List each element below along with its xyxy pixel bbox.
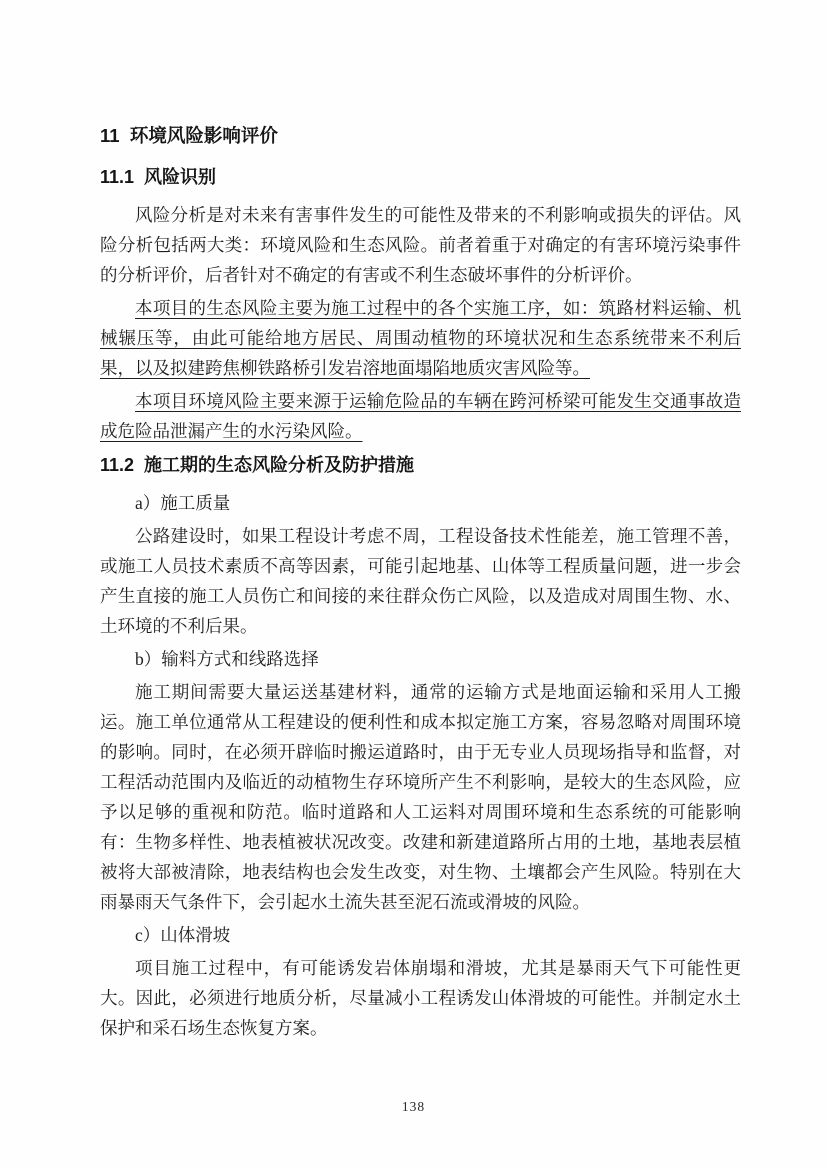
chapter-heading: 11 环境风险影响评价 [100,125,278,146]
section-heading-11-2: 11.2 施工期的生态风险分析及防护措施 [100,455,415,475]
page-number: 138 [401,1099,426,1114]
item-c-title: c）山体滑坡 [135,925,231,945]
paragraph-ecological-risk-underlined: 本项目的生态风险主要为施工过程中的各个实施工序，如：筑路材料运输、机械辗压等，由此可能给地方居民、周围动植物的环境状况和生态系统带来不利后果，以及拟建跨焦柳铁路桥引发岩溶地面塌陷地质灾害风险等。 [100,298,741,378]
item-a-body: 公路建设时，如果工程设计考虑不周，工程设备技术性能差，施工管理不善，或施工人员技术素质不高等因素，可能引起地基、山体等工程质量问题，进一步会产生直接的施工人员伤亡和间接的来往群众伤亡风险，以及造成对周围生物、水、土环境的不利后果。 [100,526,741,636]
item-c-body: 项目施工过程中，有可能诱发岩体崩塌和滑坡，尤其是暴雨天气下可能性更大。因此，必须进行地质分析，尽量减小工程诱发山体滑坡的可能性。并制定水土保护和采石场生态恢复方案。 [100,958,741,1038]
item-a-title: a）施工质量 [135,493,231,513]
item-b-body: 施工期间需要大量运送基建材料，通常的运输方式是地面运输和采用人工搬运。施工单位通常从工程建设的便利性和成本拟定施工方案，容易忽略对周围环境的影响。同时，在必须开辟临时搬运道路时，由于无专业人员现场指导和监督，对工程活动范围内及临近的动植物生存环境所产生不利影响，是较大的生态风险，应予以足够的重视和防范。临时道路和人工运料对周围环境和生态系统的可能影响有：生物多样性、地表植被状况改变。改建和新建道路所占用的土地，基地表层植被将大部被清除，地表结构也会发生改变，对生物、土壤都会产生风险。特别在大雨暴雨天气条件下，会引起水土流失甚至泥石流或滑坡的风险。 [100,682,741,912]
section-heading-11-1: 11.1 风险识别 [100,167,217,187]
paragraph-environmental-risk-underlined: 本项目环境风险主要来源于运输危险品的车辆在跨河桥梁可能发生交通事故造成危险品泄漏产生的水污染风险。 [100,391,741,441]
page-content [100,120,741,1046]
paragraph-risk-analysis: 风险分析是对未来有害事件发生的可能性及带来的不利影响或损失的评估。风险分析包括两大类：环境风险和生态风险。前者着重于对确定的有害环境污染事件的分析评价，后者针对不确定的有害或不利生态破坏事件的分析评价。 [100,205,741,285]
item-b-title: b）输料方式和线路选择 [135,649,319,669]
